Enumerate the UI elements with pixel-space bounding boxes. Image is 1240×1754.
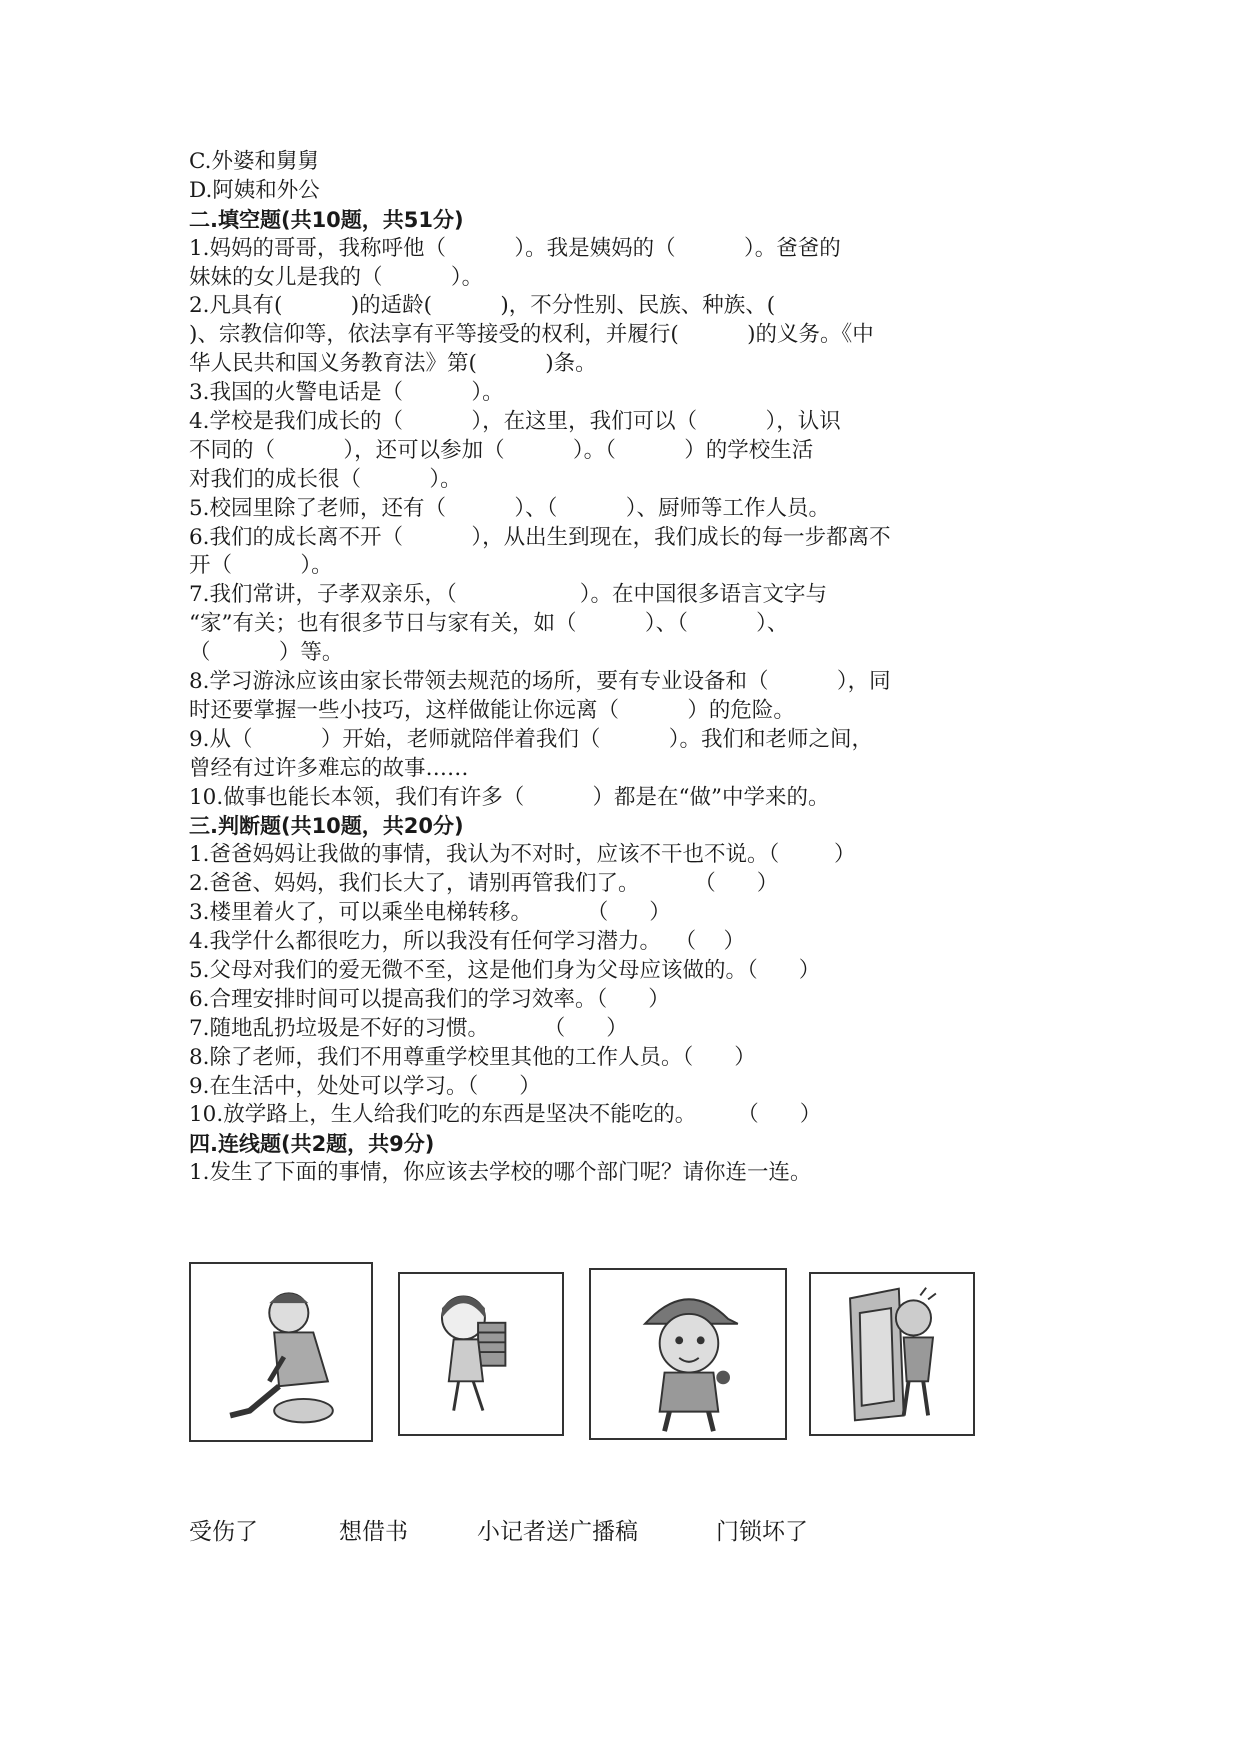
fill-line: （ ）等。 (189, 640, 344, 666)
fill-line: 5.校园里除了老师，还有（ ）、（ ）、厨师等工作人员。 (189, 495, 830, 521)
matching-question: 1.发生了下面的事情，你应该去学校的哪个部门呢？请你连一连。 (189, 1160, 812, 1186)
fill-line: 10.做事也能长本领，我们有许多（ ）都是在“做”中学来的。 (189, 784, 830, 810)
fill-line: 对我们的成长很（ ）。 (189, 466, 462, 492)
judge-line: 10.放学路上，生人给我们吃的东西是坚决不能吃的。 （ ） (189, 1102, 822, 1128)
judge-line: 2.爸爸、妈妈，我们长大了，请别再管我们了。 （ ） (189, 871, 779, 897)
worksheet-content (189, 148, 1069, 1188)
judge-line: 6.合理安排时间可以提高我们的学习效率。（ ） (189, 986, 670, 1012)
fill-line: )、宗教信仰等，依法享有平等接受的权利，并履行( )的义务。《中 (189, 322, 874, 348)
fill-line: 2.凡具有( )的适龄( )，不分性别、民族、种族、( (189, 293, 776, 319)
fill-line: 9.从（ ）开始，老师就陪伴着我们（ ）。我们和老师之间， (189, 726, 873, 752)
label-lock-broken: 门锁坏了 (716, 1519, 808, 1545)
fill-line: 8.学习游泳应该由家长带领去规范的场所，要有专业设备和（ ），同 (189, 669, 891, 695)
picture-boy-reporter (589, 1268, 787, 1440)
section4-heading: 四.连线题(共2题，共9分) (189, 1132, 435, 1157)
fill-line: 1.妈妈的哥哥，我称呼他（ ）。我是姨妈的（ ）。爸爸的 (189, 235, 841, 261)
section3-heading: 三.判断题(共10题，共20分) (189, 814, 464, 839)
fill-line: 6.我们的成长离不开（ ），从出生到现在，我们成长的每一步都离不 (189, 524, 891, 550)
fill-line: 妹妹的女儿是我的（ ）。 (189, 264, 484, 290)
boy-reporter-icon (591, 1270, 785, 1438)
judge-line: 7.随地乱扔垃圾是不好的习惯。 （ ） (189, 1015, 628, 1041)
judge-line: 8.除了老师，我们不用尊重学校里其他的工作人员。（ ） (189, 1044, 756, 1070)
fill-line: 时还要掌握一些小技巧，这样做能让你远离（ ）的危险。 (189, 697, 795, 723)
picture-door-broken (809, 1272, 975, 1436)
judge-line: 3.楼里着火了，可以乘坐电梯转移。 （ ） (189, 900, 671, 926)
judge-line: 4.我学什么都很吃力，所以我没有任何学习潜力。 （ ） (189, 929, 746, 955)
fill-line: 华人民共和国义务教育法》第( )条。 (189, 351, 597, 377)
judge-line: 5.父母对我们的爱无微不至，这是他们身为父母应该做的。（ ） (189, 957, 821, 983)
label-borrow-book: 想借书 (339, 1519, 408, 1545)
fill-line: 3.我国的火警电话是（ ）。 (189, 380, 504, 406)
girl-books-icon (400, 1274, 562, 1434)
fill-line: 4.学校是我们成长的（ ），在这里，我们可以（ ），认识 (189, 409, 841, 435)
picture-girl-books (398, 1272, 564, 1436)
judge-line: 9.在生活中，处处可以学习。（ ） (189, 1073, 541, 1099)
picture-injured-boy (189, 1262, 373, 1442)
fill-line: 开（ ）。 (189, 553, 333, 579)
section2-heading: 二.填空题(共10题，共51分) (189, 207, 464, 232)
fill-line: “家”有关；也有很多节日与家有关，如（ ）、（ ）、 (189, 611, 789, 637)
fill-line: 不同的（ ），还可以参加（ ）。（ ）的学校生活 (189, 437, 814, 463)
judge-line: 1.爸爸妈妈让我做的事情，我认为不对时，应该不干也不说。（ ） (189, 842, 856, 868)
fill-line: 7.我们常讲，子孝双亲乐，（ ）。在中国很多语言文字与 (189, 582, 828, 608)
fill-line: 曾经有过许多难忘的故事…… (189, 755, 469, 781)
injured-boy-icon (191, 1264, 371, 1440)
label-reporter: 小记者送广播稿 (477, 1519, 638, 1545)
door-broken-icon (811, 1274, 973, 1434)
option-c: C.外婆和舅舅 (189, 149, 320, 174)
option-d: D.阿姨和外公 (189, 177, 320, 203)
label-injured: 受伤了 (189, 1519, 258, 1545)
